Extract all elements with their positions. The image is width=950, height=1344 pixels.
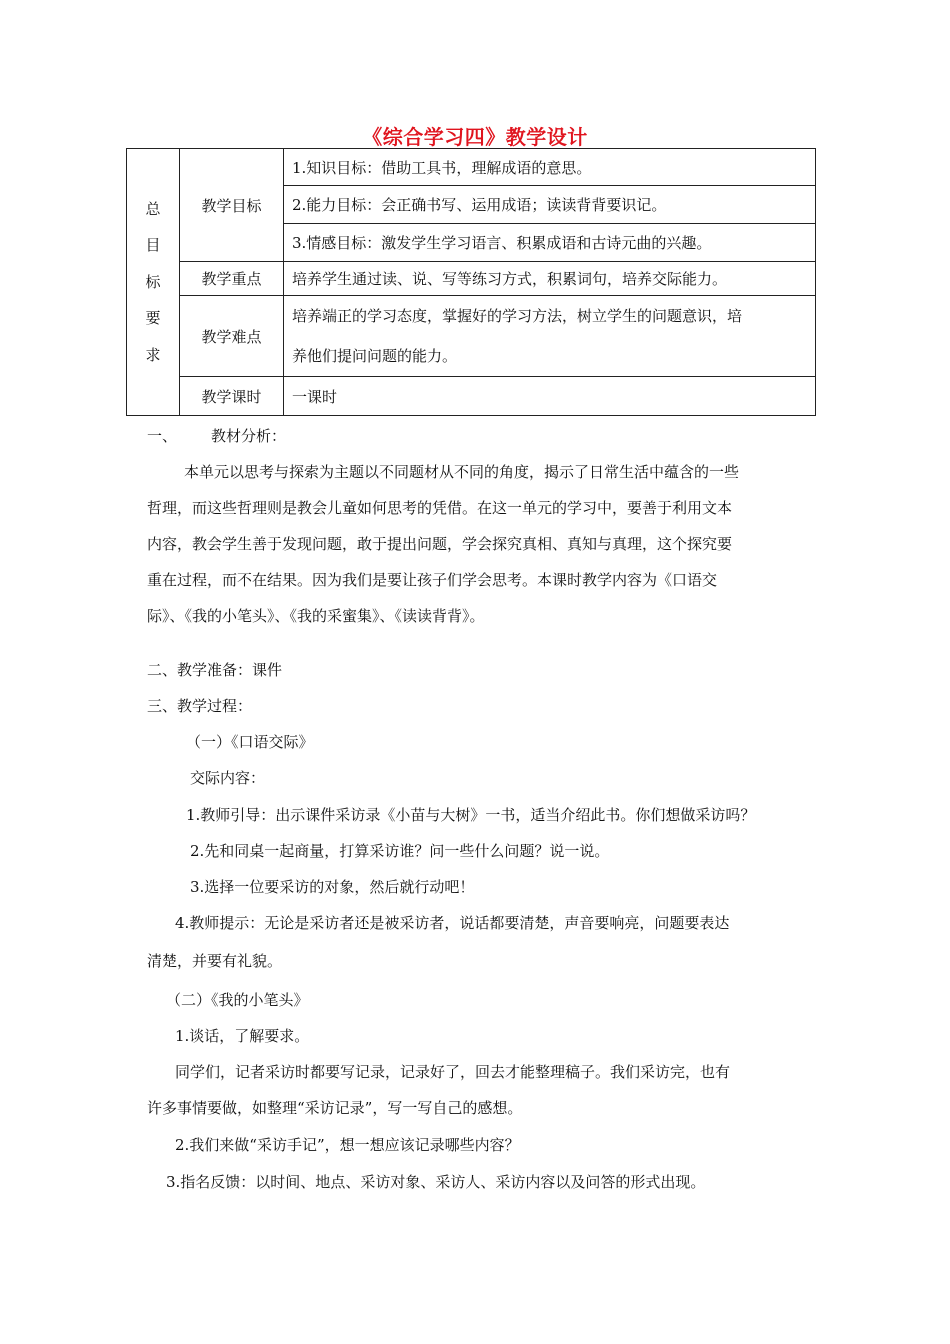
difficulty-label: 教学难点 <box>180 296 284 377</box>
side-char: 要 <box>145 309 161 328</box>
analysis-line: 重在过程，而不在结果。因为我们是要让孩子们学会思考。本课时教学内容为《口语交 <box>147 571 718 589</box>
difficulty-text <box>284 296 816 377</box>
goals-label: 教学目标 <box>180 149 284 262</box>
section-1-number: 一、 <box>147 427 178 445</box>
side-char: 目 <box>145 236 161 255</box>
goal-knowledge: 1.知识目标：借助工具书，理解成语的意思。 <box>284 149 816 186</box>
section-1-heading <box>147 425 286 446</box>
overall-goals-side-label <box>127 149 180 416</box>
section-1-title: 教材分析： <box>211 427 287 445</box>
analysis-line: 哲理，而这些哲理则是教会儿童如何思考的凭借。在这一单元的学习中，要善于利用文本 <box>147 499 733 517</box>
section-2-heading: 二、教学准备：课件 <box>147 661 283 679</box>
difficulty-line: 培养端正的学习态度，掌握好的学习方法，树立学生的问题意识，培 <box>292 307 743 325</box>
communication-item: 1.教师引导：出示课件采访录《小苗与大树》一书，适当介绍此书。你们想做采访吗？ <box>186 806 756 824</box>
pen-paragraph-line: 同学们，记者采访时都要写记录，记录好了，回去才能整理稿子。我们采访完，也有 <box>175 1063 731 1081</box>
side-char: 求 <box>145 345 161 364</box>
analysis-line: 本单元以思考与探索为主题以不同题材从不同的角度，揭示了日常生活中蕴含的一些 <box>184 463 740 481</box>
difficulty-line: 养他们提问问题的能力。 <box>292 347 458 365</box>
pen-item: 1.谈话，了解要求。 <box>175 1027 310 1045</box>
objectives-table <box>126 148 816 416</box>
pen-item: 2.我们来做“采访手记”，想一想应该记录哪些内容？ <box>175 1136 520 1154</box>
goal-emotion: 3.情感目标：激发学生学习语言、积累成语和古诗元曲的兴趣。 <box>284 224 816 262</box>
hours-label: 教学课时 <box>180 377 284 416</box>
focus-label: 教学重点 <box>180 262 284 296</box>
section-3-heading: 三、教学过程： <box>147 697 253 715</box>
goal-ability: 2.能力目标：会正确书写、运用成语；读读背背要识记。 <box>284 186 816 224</box>
communication-item: 2.先和同桌一起商量，打算采访谁？问一些什么问题？说一说。 <box>190 842 610 860</box>
analysis-line: 内容，教会学生善于发现问题，敢于提出问题，学会探究真相、真知与真理，这个探究要 <box>147 535 733 553</box>
document-title: 《综合学习四》教学设计 <box>362 125 588 149</box>
pen-paragraph-line: 许多事情要做，如整理“采访记录”，写一写自己的感想。 <box>147 1099 523 1117</box>
communication-item: 3.选择一位要采访的对象，然后就行动吧！ <box>190 878 475 896</box>
subsection-oral: （一）《口语交际》 <box>186 733 314 751</box>
analysis-line: 际》、《我的小笔头》、《我的采蜜集》、《读读背背》。 <box>147 607 485 625</box>
subsection-pen: （二）《我的小笔头》 <box>166 991 309 1009</box>
communication-item: 清楚，并要有礼貌。 <box>147 952 283 970</box>
side-char: 标 <box>145 272 161 291</box>
communication-title: 交际内容： <box>190 769 266 787</box>
focus-text: 培养学生通过读、说、写等练习方式，积累词句，培养交际能力。 <box>284 262 816 296</box>
hours-text: 一课时 <box>284 377 816 416</box>
side-char: 总 <box>145 199 161 218</box>
pen-item: 3.指名反馈：以时间、地点、采访对象、采访人、采访内容以及问答的形式出现。 <box>166 1173 706 1191</box>
communication-item: 4.教师提示：无论是采访者还是被采访者，说话都要清楚，声音要响亮，问题要表达 <box>175 914 730 932</box>
